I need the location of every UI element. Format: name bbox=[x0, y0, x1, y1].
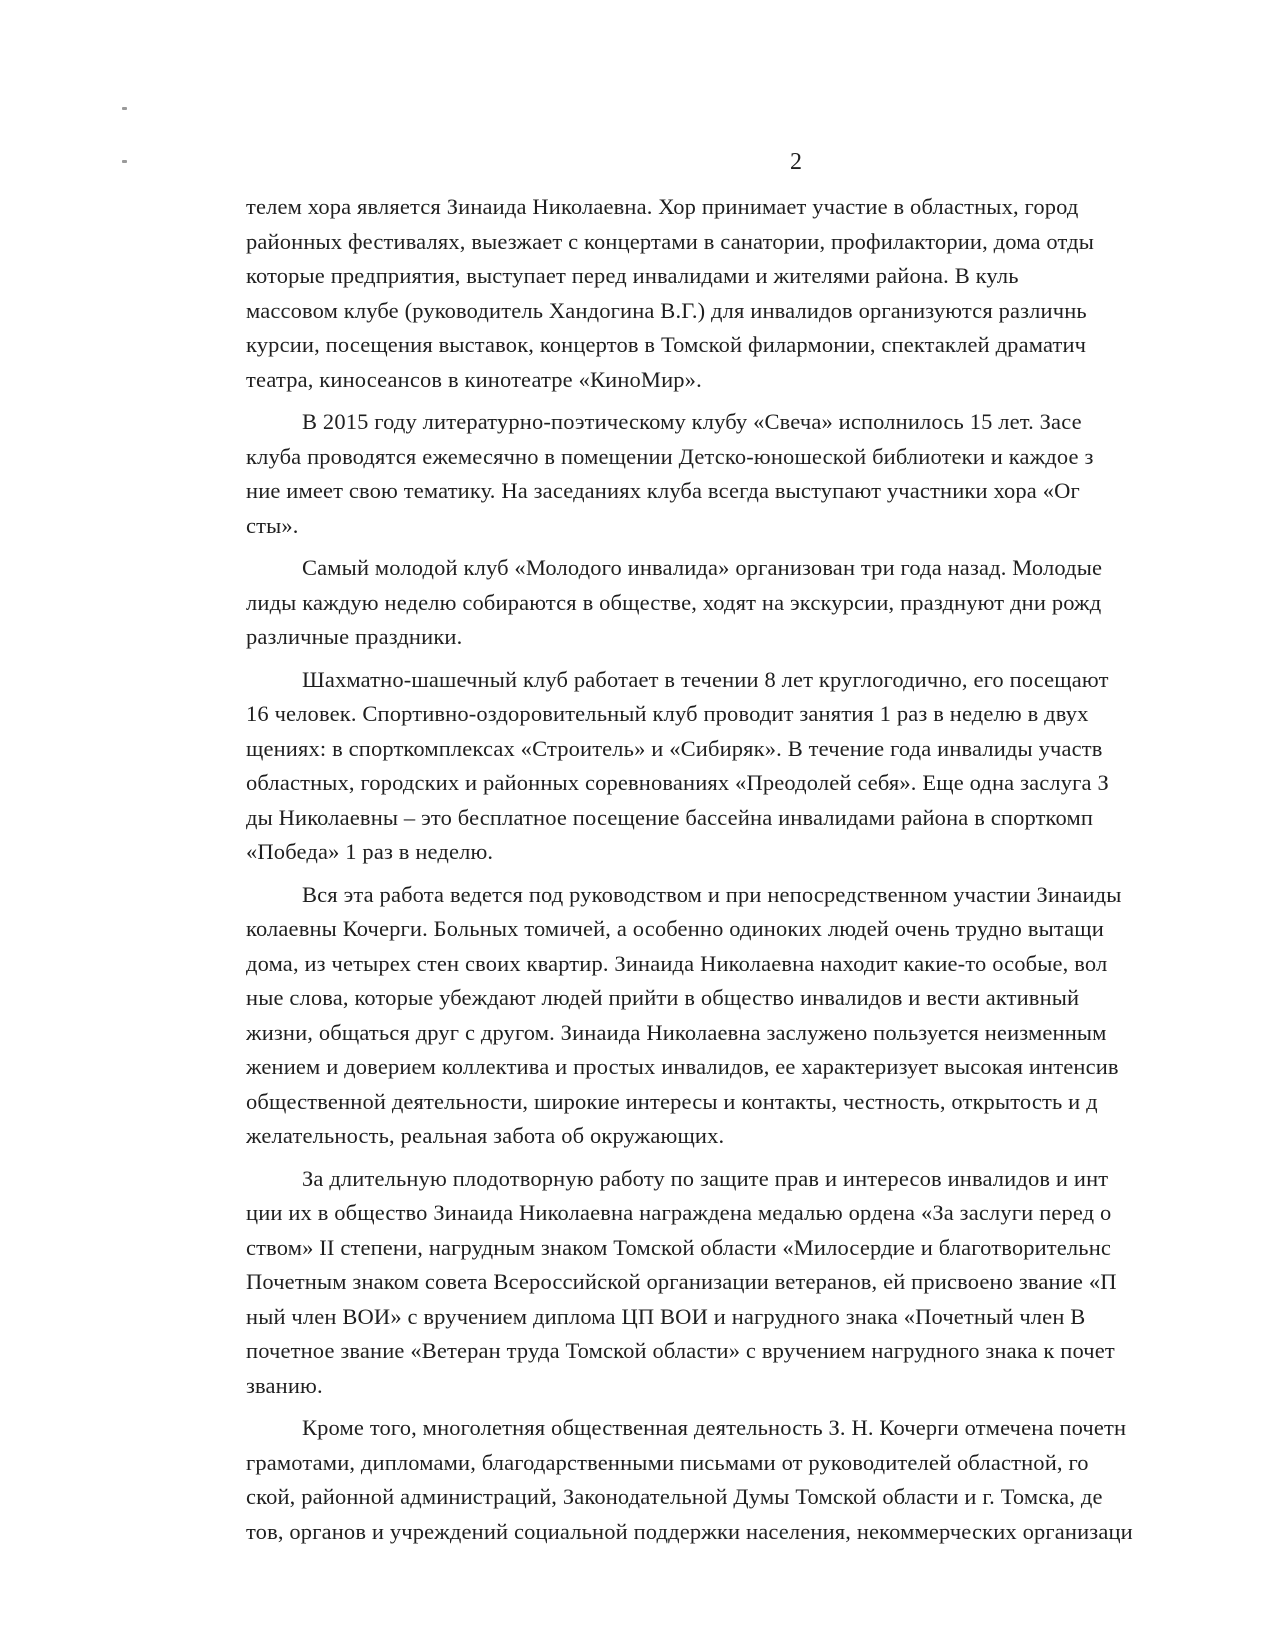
text-line: телем хора является Зинаида Николаевна. Хор принимает участие в областных, город bbox=[246, 194, 1079, 219]
text-line: театра, киносеансов в кинотеатре «КиноМир». bbox=[246, 366, 702, 392]
paragraph-certificates bbox=[246, 1411, 1275, 1549]
text-line: Почетным знаком совета Всероссийской организации ветеранов, ей присвоено звание «П bbox=[246, 1269, 1117, 1294]
scan-mark bbox=[122, 160, 127, 163]
text-line: ние имеет свою тематику. На заседаниях клуба всегда выступают участники хора «Ог bbox=[246, 478, 1080, 503]
paragraph-leadership bbox=[246, 878, 1275, 1154]
text-line: ды Николаевны – это бесплатное посещение бассейна инвалидами района в спорткомп bbox=[246, 804, 1094, 830]
text-line: В 2015 году литературно-поэтическому клубу «Свеча» исполнилось 15 лет. Засе bbox=[302, 409, 1082, 434]
text-line: Вся эта работа ведется под руководством и при непосредственном участии Зинаиды bbox=[302, 881, 1122, 907]
text-line: областных, городских и районных соревнованиях «Преодолей себя». Еще одна заслуга З bbox=[246, 770, 1109, 795]
text-line: ный член ВОИ» с вручением диплома ЦП ВОИ и нагрудного знака «Почетный член В bbox=[246, 1303, 1086, 1329]
text-line: которые предприятия, выступает перед инвалидами и жителями района. В куль bbox=[246, 263, 1019, 288]
text-line: колаевны Кочерги. Больных томичей, а особенно одиноких людей очень трудно вытащи bbox=[246, 916, 1104, 941]
paragraph-chess-sports bbox=[246, 663, 1275, 870]
text-line: лиды каждую неделю собираются в обществе, ходят на экскурсии, празднуют дни рожд bbox=[246, 589, 1102, 615]
text-line: массовом клубе (руководитель Хандогина В.Г.) для инвалидов организуются различнь bbox=[246, 297, 1087, 323]
text-line: Шахматно-шашечный клуб работает в течении 8 лет круглогодично, его посещают bbox=[302, 666, 1109, 692]
text-line: общественной деятельности, широкие интересы и контакты, честность, открытость и д bbox=[246, 1088, 1098, 1114]
text-line: сты». bbox=[246, 512, 299, 538]
page-number: 2 bbox=[790, 149, 802, 175]
body-text bbox=[246, 190, 1275, 1557]
paragraph-young-club bbox=[246, 551, 1275, 655]
text-line: За длительную плодотворную работу по защите прав и интересов инвалидов и инт bbox=[302, 1165, 1109, 1191]
text-line: Кроме того, многолетняя общественная деятельность З. Н. Кочерги отмечена почетн bbox=[302, 1415, 1127, 1440]
text-line: ской, районной администраций, Законодательной Думы Томской области и г. Томска, де bbox=[246, 1484, 1103, 1509]
text-line: ции их в общество Зинаида Николаевна награждена медалью ордена «За заслуги перед о bbox=[246, 1200, 1112, 1225]
text-line: тов, органов и учреждений социальной поддержки населения, некоммерческих организаци bbox=[246, 1518, 1133, 1544]
scan-mark bbox=[122, 107, 127, 110]
paragraph-awards bbox=[246, 1162, 1275, 1404]
text-line: жением и доверием коллектива и простых инвалидов, ее характеризует высокая интенсив bbox=[246, 1054, 1119, 1079]
text-line: званию. bbox=[246, 1372, 323, 1398]
text-line: «Победа» 1 раз в неделю. bbox=[246, 839, 494, 864]
text-line: Самый молодой клуб «Молодого инвалида» организован три года назад. Молодые bbox=[302, 555, 1103, 580]
text-line: различные праздники. bbox=[246, 624, 463, 649]
paragraph-choir bbox=[246, 190, 1275, 397]
text-line: щениях: в спорткомплексах «Строитель» и «Сибиряк». В течение года инвалиды участв bbox=[246, 735, 1103, 761]
text-line: клуба проводятся ежемесячно в помещении Детско-юношеской библиотеки и каждое з bbox=[246, 443, 1094, 469]
text-line: жизни, общаться друг с другом. Зинаида Николаевна заслужено пользуется неизменным bbox=[246, 1019, 1107, 1045]
text-line: дома, из четырех стен своих квартир. Зинаида Николаевна находит какие-то особые, вол bbox=[246, 950, 1108, 976]
text-line: курсии, посещения выставок, концертов в Томской филармонии, спектаклей драматич bbox=[246, 332, 1087, 357]
text-line: грамотами, дипломами, благодарственными письмами от руководителей областной, го bbox=[246, 1449, 1089, 1475]
text-line: желательность, реальная забота об окружающих. bbox=[246, 1123, 725, 1148]
paragraph-svecha-club bbox=[246, 405, 1275, 543]
text-line: почетное звание «Ветеран труда Томской области» с вручением нагрудного знака к почет bbox=[246, 1338, 1115, 1363]
text-line: 16 человек. Спортивно-оздоровительный клуб проводит занятия 1 раз в неделю в двух bbox=[246, 701, 1089, 726]
text-line: ные слова, которые убеждают людей прийти в общество инвалидов и вести активный bbox=[246, 985, 1080, 1010]
text-line: районных фестивалях, выезжает с концертами в санатории, профилактории, дома отды bbox=[246, 228, 1095, 254]
text-line: ством» II степени, нагрудным знаком Томской области «Милосердие и благотворительнс bbox=[246, 1234, 1112, 1260]
